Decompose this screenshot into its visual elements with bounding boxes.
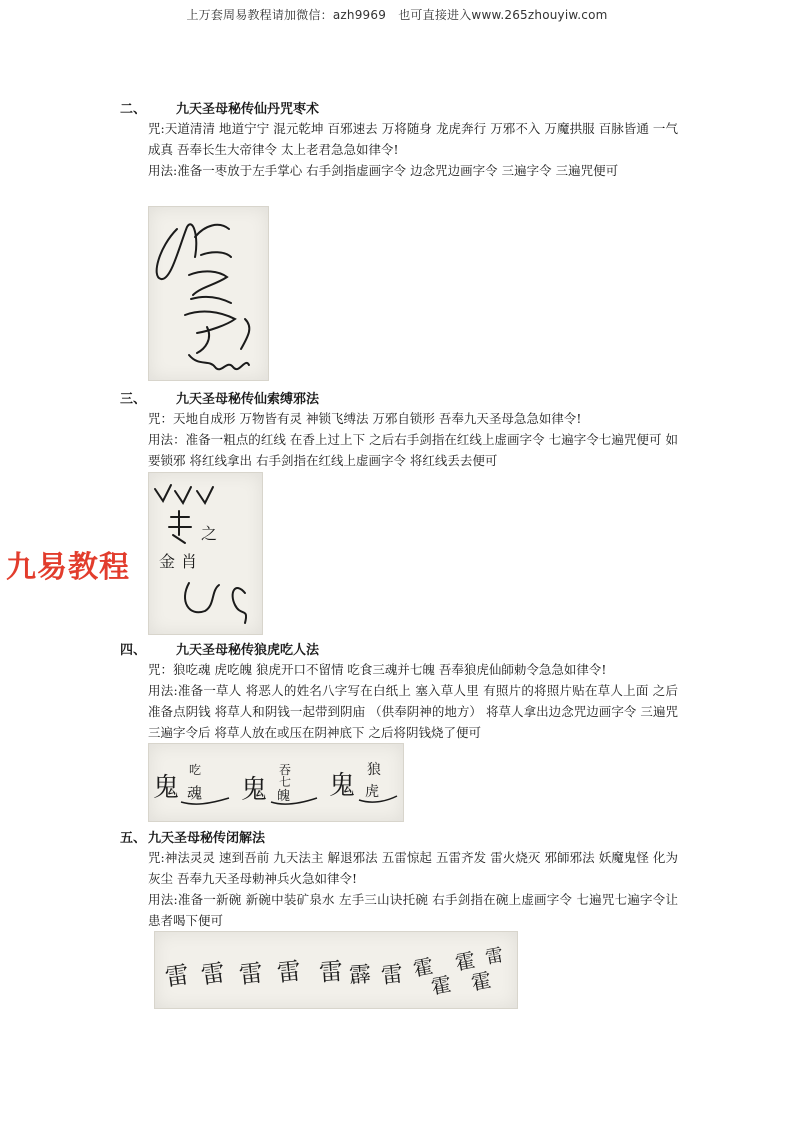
talisman-image-3 (148, 743, 404, 822)
section-heading: 九天圣母秘传狼虎吃人法 (176, 643, 320, 658)
talisman-glyph: 狼 (367, 762, 381, 778)
section-title (120, 98, 680, 118)
section-heading: 九天圣母秘传仙索缚邪法 (176, 392, 320, 407)
talisman-glyph: 雷 (318, 957, 344, 987)
page-header: 上万套周易教程请加微信：azh9969 也可直接进入www.265zhouyiw.com (186, 8, 608, 22)
section-number: 二、 (120, 102, 147, 117)
section-3 (120, 388, 680, 471)
section-heading: 九天圣母秘传仙丹咒枣术 (176, 102, 320, 117)
talisman-glyph: 七 (279, 775, 292, 789)
talisman-glyph: 鬼 (153, 773, 180, 803)
talisman-glyph: 雷 (163, 960, 191, 992)
talisman-glyph: 霹 (348, 962, 372, 989)
talisman-glyph: 之 (201, 524, 218, 543)
talisman-glyph: 魂 (187, 784, 203, 802)
talisman-glyph: 虎 (365, 784, 379, 800)
handwritten-talisman-icon (155, 932, 517, 1008)
talisman-glyph: 雷 (379, 962, 405, 990)
talisman-glyph: 霍 (429, 971, 454, 999)
section-number: 五、 (120, 831, 147, 846)
handwritten-talisman-icon (149, 473, 262, 634)
watermark-logo: 九易教程 (6, 550, 130, 585)
talisman-image-2 (148, 472, 263, 635)
handwritten-talisman-icon (149, 207, 268, 380)
handwritten-talisman-icon (149, 744, 403, 821)
section-title (120, 827, 680, 847)
usage-text: 用法:准备一枣放于左手掌心 右手剑指虚画字令 边念咒边画字令 三遍字令 三遍咒便可 (148, 163, 619, 178)
section-title (120, 388, 680, 408)
talisman-glyph: 雷 (199, 958, 227, 990)
spell-text: 咒：天地自成形 万物皆有灵 神锁飞缚法 万邪自锁形 吾奉九天圣母急急如律令! (148, 411, 582, 426)
section-2 (120, 98, 680, 181)
section-title (120, 639, 680, 659)
talisman-glyph: 鬼 (329, 771, 356, 801)
talisman-glyph: 吞 (279, 763, 292, 777)
talisman-glyph: 雷 (275, 956, 303, 988)
spell-text: 咒：狼吃魂 虎吃魄 狼虎开口不留情 吃食三魂并七魄 吾奉狼虎仙師勅令急急如律令! (148, 662, 607, 677)
talisman-glyph: 肖 (181, 552, 198, 571)
usage-text: 用法:准备一新碗 新碗中装矿泉水 左手三山诀托碗 右手剑指在碗上虚画字令 七遍咒七遍字令让患者喝下便可 (148, 892, 678, 928)
talisman-image-4 (154, 931, 518, 1009)
talisman-glyph: 鬼 (241, 775, 268, 805)
spell-text: 咒:神法灵灵 速到吾前 九天法主 解退邪法 五雷惊起 五雷齐发 雷火烧灭 邪師邪法 妖魔鬼怪 化为灰尘 吾奉九天圣母勅神兵火急如律令! (148, 850, 678, 886)
talisman-glyph: 金 (159, 552, 176, 571)
talisman-glyph: 魄 (277, 789, 291, 804)
talisman-glyph: 吃 (189, 763, 202, 777)
section-number: 四、 (120, 643, 147, 658)
talisman-image-1 (148, 206, 269, 381)
spell-text: 咒:天道清清 地道宁宁 混元乾坤 百邪速去 万将随身 龙虎奔行 万邪不入 万魔拱服 百脉皆通 一气成真 吾奉长生大帝律令 太上老君急急如律令! (148, 121, 678, 157)
section-5 (120, 827, 680, 931)
talisman-glyph: 雷 (483, 944, 506, 969)
talisman-glyph: 雷 (237, 958, 265, 990)
usage-text: 用法:准备一草人 将恶人的姓名八字写在白纸上 塞入草人里 有照片的将照片贴在草人上面 之后准备点阴钱 将草人和阴钱一起带到阴庙 （供奉阴神的地方） 将草人拿出边念咒边画字令 三遍咒三遍字令后 将草人放在或压在阴神底下 之后将阴钱烧了便可 (148, 683, 678, 740)
section-4 (120, 639, 680, 743)
talisman-glyph: 霍 (453, 947, 478, 975)
talisman-glyph: 霍 (469, 967, 494, 995)
usage-text: 用法：准备一粗点的红线 在香上过上下 之后右手剑指在红线上虚画字令 七遍字令七遍咒便可 如要锁邪 将红线拿出 右手剑指在红线上虚画字令 将红线丢去便可 (148, 432, 678, 468)
section-number: 三、 (120, 392, 147, 407)
talisman-glyph: 霍 (411, 953, 436, 981)
section-heading: 九天圣母秘传闭解法 (148, 831, 266, 846)
